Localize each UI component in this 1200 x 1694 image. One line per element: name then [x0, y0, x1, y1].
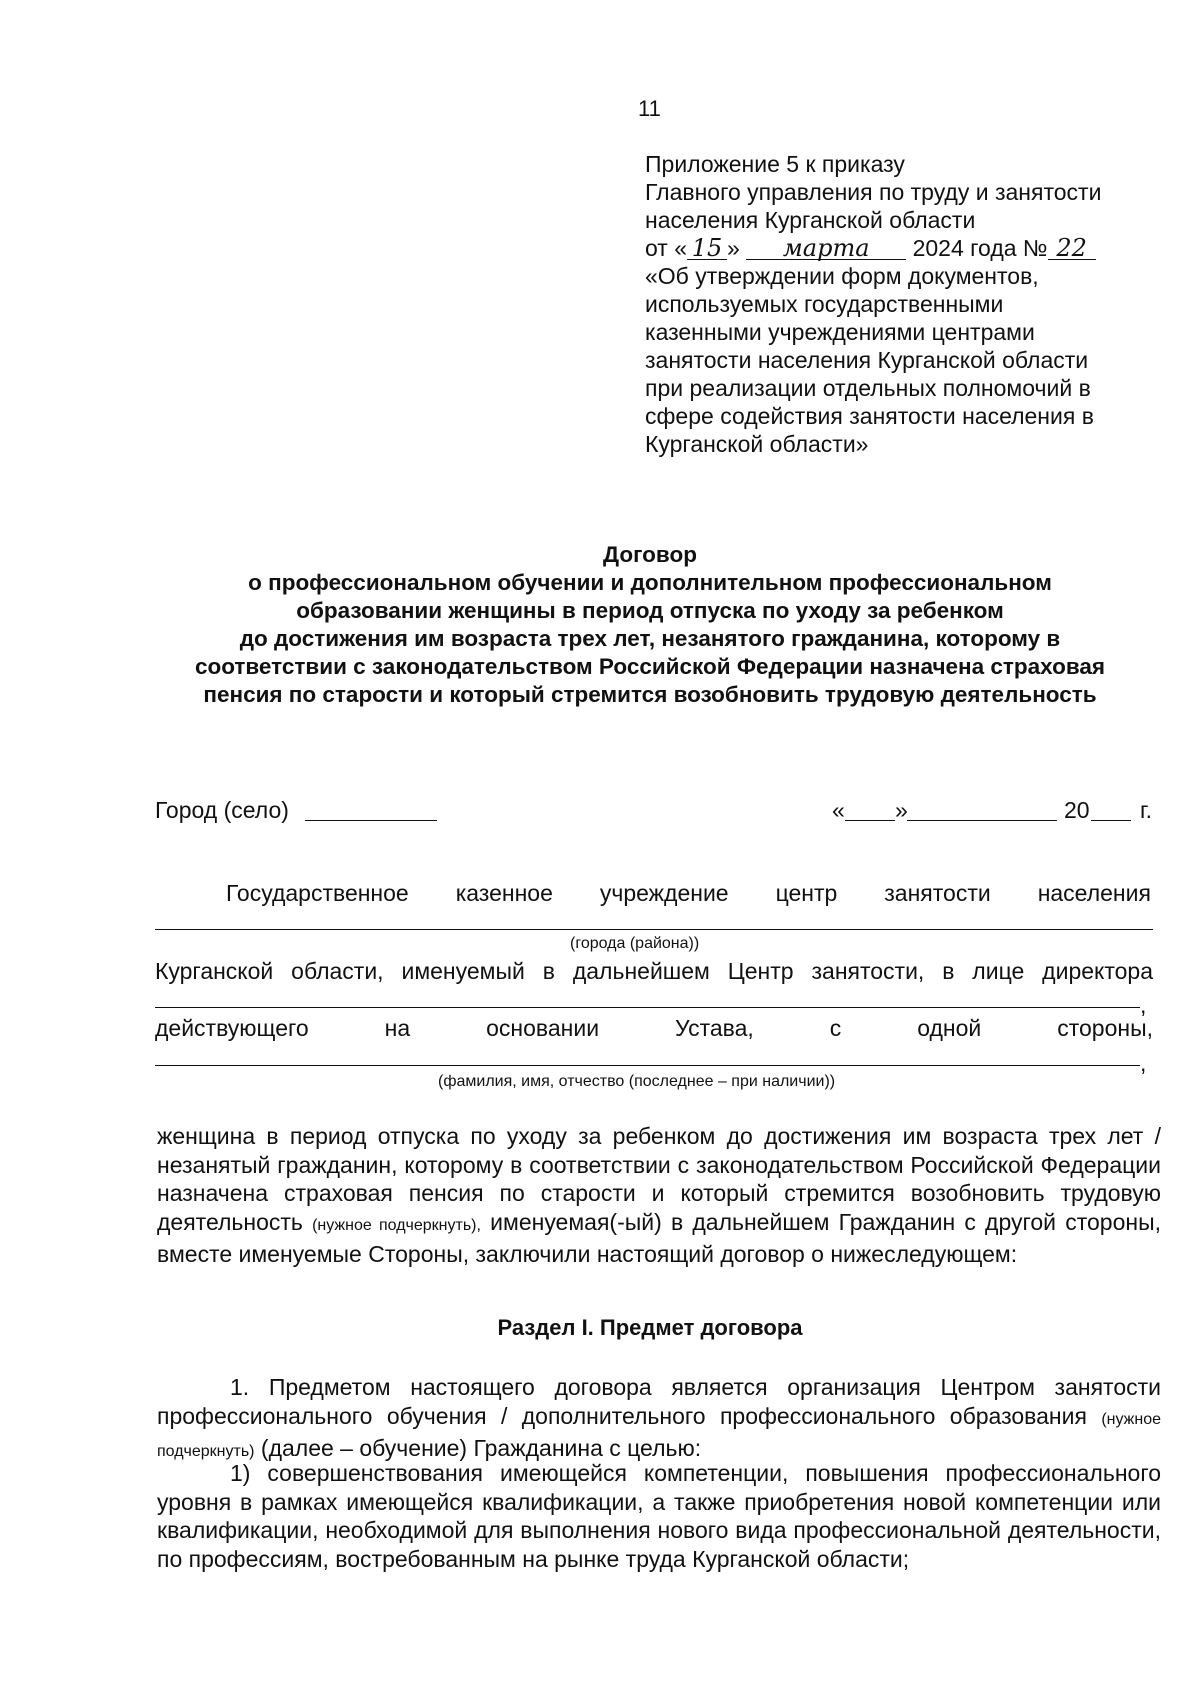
appendix-line: Приложение 5 к приказу [645, 151, 905, 177]
handwritten-month: марта [746, 237, 906, 260]
appendix-line: казенными учреждениями центрами [645, 319, 1035, 345]
handwritten-day: 15 [687, 237, 727, 260]
handwritten-order-number: 22 [1048, 237, 1096, 260]
parties-line-1: Государственное казенное учреждение центр занятости населения [226, 880, 1151, 906]
center-name-blank [155, 929, 1153, 930]
appendix-line: при реализации отдельных полномочий в [645, 375, 1091, 401]
note-underline: (нужное подчеркнуть), [312, 1216, 481, 1234]
section1-paragraph-1: 1. Предметом настоящего договора является организация Центром занятости профессионального обучения / дополнительного профессионального образования (нужное подчеркнуть) (далее – обучение) Гражданина с целью: [157, 1374, 1161, 1461]
appendix-line: «Об утверждении форм документов, [645, 263, 1039, 289]
section-heading: Раздел I. Предмет договора [497, 1315, 803, 1340]
date-close: » [895, 797, 908, 823]
appendix-block [645, 150, 1165, 458]
page-number: 11 [638, 96, 661, 121]
parties-line-2: Курганской области, именуемый в дальнейшем Центр занятости, в лице директора [155, 958, 1153, 984]
appendix-line: Курганской области» [645, 431, 869, 457]
comma: , [1140, 1050, 1147, 1076]
citizen-paragraph: женщина в период отпуска по уходу за ребенком до достижения им возраста трех лет / незанятый гражданин, которому в соответствии с законодательством Российской Федерации назначена страховая пенсия по старости и который стремится возобновить трудовую деятельность (нужное подчеркнуть), именуемая(-ый) в дальнейшем Гражданин с другой стороны, вместе именуемые Стороны, заключили настоящий договор о нижеследующем: [157, 1123, 1161, 1267]
city-blank [305, 820, 437, 821]
title-line: образовании женщины в период отпуска по уходу за ребенком [296, 598, 1004, 623]
appendix-line: занятости населения Курганской области [645, 347, 1089, 373]
contract-heading: Договор [603, 542, 697, 567]
section1-paragraph-2: 1) совершенствования имеющейся компетенции, повышения профессионального уровня в рамках имеющейся квалификации, а также приобретения новой компетенции или квалификации, необходимой для выполнения нового вида профессиональной деятельности, по профессиям, востребованным на рынке труда Курганской области; [157, 1460, 1161, 1572]
appendix-line: используемых государственными [645, 291, 1004, 317]
appendix-line: сфере содействия занятости населения в [645, 403, 1094, 429]
hint-fio: (фамилия, имя, отчество (последнее – при наличии)) [438, 1073, 836, 1090]
year-blank [1091, 820, 1131, 821]
appendix-line: населения Курганской области [645, 207, 976, 233]
hint-city: (города (района)) [570, 935, 700, 952]
city-label: Город (село) [155, 797, 289, 823]
appendix-line: Главного управления по труду и занятости [645, 179, 1102, 205]
city-field [155, 797, 289, 824]
contract-title [150, 541, 1150, 709]
title-line: соответствии с законодательством Российской Федерации назначена страховая [194, 654, 1106, 679]
year-suffix: г. [1140, 797, 1152, 823]
director-blank [155, 1007, 1140, 1008]
title-line: о профессиональном обучении и дополнительном профессиональном [248, 570, 1052, 595]
year-prefix: 20 [1064, 797, 1090, 823]
date-day-blank [845, 820, 895, 821]
title-line: пенсия по старости и который стремится возобновить трудовую деятельность [203, 682, 1097, 707]
title-line: до достижения им возраста трех лет, незанятого гражданина, которому в [239, 626, 1061, 651]
note-underline: (нужное подчеркнуть) [157, 1410, 1161, 1460]
date-month-blank [907, 820, 1057, 821]
parties-line-3: действующего на основании Устава, с одной стороны, [155, 1015, 1153, 1041]
comma: , [1140, 992, 1147, 1018]
date-open: « [832, 797, 845, 823]
citizen-name-blank [155, 1065, 1140, 1066]
appendix-date-line: от « 15 » марта 2024 года № 22 [645, 234, 1165, 262]
